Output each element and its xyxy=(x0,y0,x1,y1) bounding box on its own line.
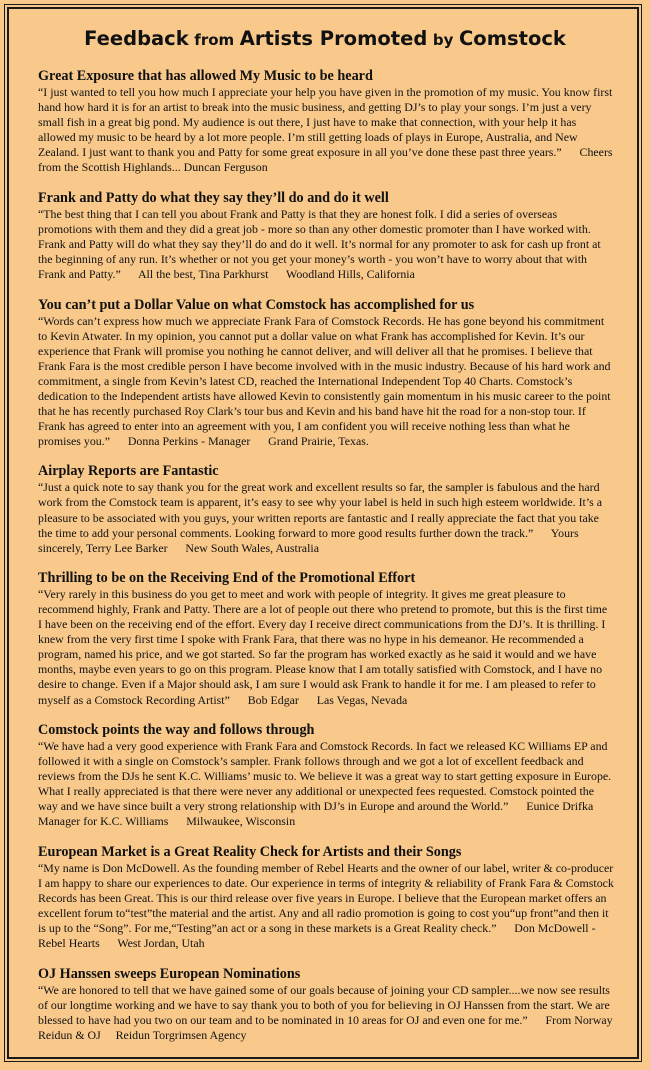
testimonial-body: “Very rarely in this business do you get to meet and work with people of integrity. It gives me great pleasure to recommend highly, Frank and Patty. There are a lot of people out there who pretend to promote, but this is the first time I have been on the receiving end of the effort. Every day I receive direct communications from the DJ’s. It is thrilling. I knew from the very first time I spoke with Frank Fara, that there was no hype in his demeanor. He recommended a program, named his price, and we got started. So far the program has worked exactly as he said it would and we have months, maybe even years to go on this program. Please know that I am totally satisfied with Comstock, and I have no desire to change. Even if a Major should ask, I am sure I would ask Frank to handle it for me. I am pleased to refer to myself as a Comstock Recording Artist” Bob Edgar Las Vegas, Nevada xyxy=(38,587,608,707)
testimonial-heading: European Market is a Great Reality Check for Artists and their Songs xyxy=(38,843,462,860)
testimonial-3 xyxy=(38,297,614,449)
page-title xyxy=(0,27,650,50)
testimonial-body: “Words can’t express how much we appreciate Frank Fara of Comstock Records. He has gone beyond his commitment to Kevin Atwater. In my opinion, you cannot put a dollar value on what Frank has accomplished for Kevin. It’s our experience that Frank will promise you nothing he cannot deliver, and will deliver all that he promises. I believe that Frank Fara is the most credible person I have become involved with in the music industry. Because of his hard work and commitment, a single from Kevin’s latest CD, reached the International Independent Top 40 Charts. Comstock’s dedication to the Independent artists have allowed Kevin to consistently gain momentum in his music career to the point that he has recently purchased Roy Clark’s tour bus and Kevin and his band have hit the road for a non-stop tour. If Frank has agreed to enter into an agreement with you, I am confident you will receive nothing less than what he promises you.” Donna Perkins - Manager Grand Prairie, Texas. xyxy=(38,313,611,448)
testimonial-2 xyxy=(38,190,614,282)
testimonial-heading: Airplay Reports are Fantastic xyxy=(38,463,219,480)
testimonial-body: “I just wanted to tell you how much I appreciate your help you have given in the promotion of my music. You know first hand how hard it is for an artist to break into the music business, and getting DJ’s to play your songs. I’m just a very small fish in a great big pond. My audience is out there, I just have to make that connection, with your help it has allowed my music to be heard by a lot more people. I’m still getting loads of plays in Europe, Australia, and New Zealand. I just want to thank you and Patty for some great exposure in all you’ve done these past three years.” Cheers from the Scottish Highlands... Duncan Ferguson xyxy=(38,85,616,175)
testimonials xyxy=(38,68,622,1057)
testimonial-heading: OJ Hanssen sweeps European Nominations xyxy=(38,965,301,982)
testimonial-1 xyxy=(38,68,614,175)
testimonial-body: “We have had a very good experience with Frank Fara and Comstock Records. In fact we released KC Williams EP and followed it with a single on Comstock’s sampler. Frank follows through and we got a lot of excellent feedback and reviews from the DJs he sent K.C. Williams’ music to. We believe it was a great way to start getting exposure in Europe. What I really appreciated is that there were never any additional or unexpected fees requested. Comstock pointed the way and we have since built a very strong relationship with DJ’s in Europe and around the World.” Eunice Drifka Manager for K.C. Williams Milwaukee, Wisconsin xyxy=(38,739,612,829)
testimonial-4 xyxy=(38,463,614,555)
testimonial-body: “We are honored to tell that we have gained some of our goals because of joining your CD sampler....we now see results of our longtime working and we have to say thank you to both of you for believing in OJ Hanssen from the start. We are blessed to have had you two on our team and to be nominated in 10 areas for OJ and even one for me.” From Norway Reidun & OJ Reidun Torgrimsen Agency xyxy=(38,982,622,1042)
testimonial-7 xyxy=(38,844,614,951)
testimonial-heading: Great Exposure that has allowed My Music to be heard xyxy=(38,68,373,84)
testimonial-signature: From Norway Reidun & OJ Reidun Torgrimsen Agency xyxy=(38,1012,622,1042)
testimonial-signature: Cheers from the Scottish Highlands... Duncan Ferguson xyxy=(38,145,616,175)
testimonial-5 xyxy=(38,570,614,707)
testimonial-signature: All the best, Tina Parkhurst Woodland Hills, California xyxy=(120,266,415,281)
testimonial-signature: Eunice Drifka Manager for K.C. Williams Milwaukee, Wisconsin xyxy=(38,799,603,829)
title-word-comstock: Comstock xyxy=(458,27,566,50)
testimonial-body: “The best thing that I can tell you about Frank and Patty is that they are honest folk. I did a series of overseas promotions with them and they did a great job - more so than any other domestic promoter than I have worked with. Frank and Patty will do what they say they’ll do and do it well. It’s normal for any promoter to ask for cash up front at the beginning of any run. It’s whether or not you get your money’s worth - you won’t have to worry about that with Frank and Patty.” All the best, Tina Parkhurst Woodland Hills, California xyxy=(38,206,601,281)
testimonial-signature: Don McDowell - Rebel Hearts West Jordan, Utah xyxy=(38,921,599,951)
testimonial-body: “Just a quick note to say thank you for the great work and excellent results so far, the sampler is fabulous and the hard work from the Comstock team is apparent, it’s easy to see why your label is held in such high esteem worldwide. It’s a pleasure to be associated with you guys, your written reports are fantastic and I really appreciate the fact that you take the time to add your personal comments. Looking forward to more good results further down the track.” Yours sincerely, Terry Lee Barker New South Wales, Australia xyxy=(38,480,603,555)
testimonial-heading: Thrilling to be on the Receiving End of the Promotional Effort xyxy=(38,570,416,587)
testimonial-signature: Donna Perkins - Manager Grand Prairie, Texas. xyxy=(110,433,369,448)
testimonial-heading: Frank and Patty do what they say they’ll do and do it well xyxy=(38,189,389,206)
title-word-by: by xyxy=(432,31,454,49)
testimonial-body: “My name is Don McDowell. As the founding member of Rebel Hearts and the owner of our label, writer & co-producer I am happy to share our experiences to date. Our experience in terms of integrity & reliability of Frank Fara & Comstock Records has been Great. This is our third release over five years in Europe. I believe that the European market offers an excellent forum to“test”the material and the artist. Any and all radio promotion is going to cost you“up front”and then it is up to the “Song”. For me,“Testing”an act or a song in these markets is a Great Reality check.” Don McDowell - Rebel Hearts West Jordan, Utah xyxy=(38,860,614,951)
testimonial-signature: Yours sincerely, Terry Lee Barker New South Wales, Australia xyxy=(38,525,582,555)
testimonial-8 xyxy=(38,965,622,1043)
title-word-from: from xyxy=(194,31,235,49)
testimonial-signature: Bob Edgar Las Vegas, Nevada xyxy=(229,692,408,707)
testimonial-6 xyxy=(38,722,614,829)
testimonial-heading: You can’t put a Dollar Value on what Comstock has accomplished for us xyxy=(38,296,475,313)
title-word-artists-promoted: Artists Promoted xyxy=(239,27,428,50)
title-word-feedback: Feedback xyxy=(84,27,189,50)
testimonial-heading: Comstock points the way and follows through xyxy=(38,722,315,739)
